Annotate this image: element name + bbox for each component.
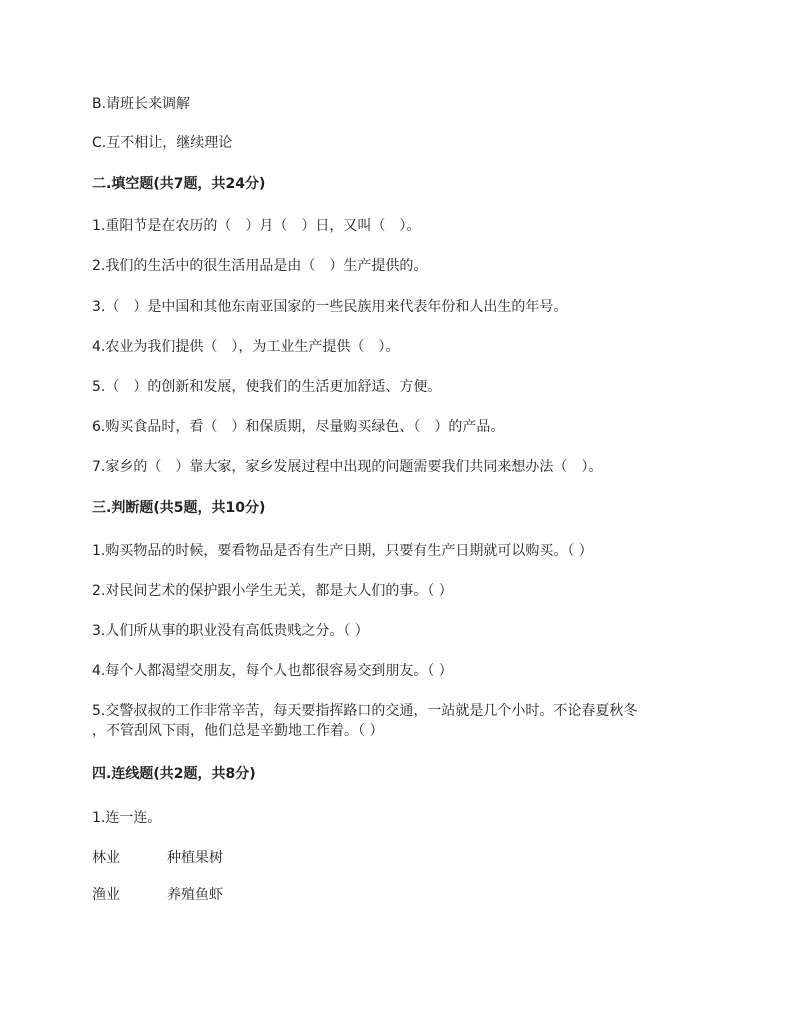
fill-blank-question-5: 5.（ ）的创新和发展，使我们的生活更加舒适、方便。 [92,379,442,395]
section-heading-true-false: 三.判断题(共5题，共10分) [92,500,266,516]
fill-blank-question-4: 4.农业为我们提供（ ），为工业生产提供（ ）。 [92,339,400,355]
fill-blank-question-7: 7.家乡的（ ）靠大家，家乡发展过程中出现的问题需要我们共同来想办法（ ）。 [92,459,603,475]
matching-left-item-2: 渔业 [92,887,120,903]
fill-blank-question-6: 6.购买食品时，看（ ）和保质期，尽量购买绿色、（ ）的产品。 [92,419,505,435]
true-false-question-4: 4.每个人都渴望交朋友，每个人也都很容易交到朋友。（ ） [92,663,453,679]
matching-right-item-2: 养殖鱼虾 [167,887,223,903]
section-heading-fill-blank: 二.填空题(共7题，共24分) [92,176,266,192]
true-false-question-5-line-2: ，不管刮风下雨，他们总是辛勤地工作着。（ ） [92,723,384,739]
section-heading-matching: 四.连线题(共2题，共8分) [92,766,256,782]
fill-blank-question-2: 2.我们的生活中的很生活用品是由（ ）生产提供的。 [92,258,428,274]
fill-blank-question-1: 1.重阳节是在农历的（ ）月（ ）日，又叫（ ）。 [92,218,421,234]
true-false-question-5-line-1: 5.交警叔叔的工作非常辛苦，每天要指挥路口的交通，一站就是几个小时。不论春夏秋冬 [92,703,638,719]
fill-blank-question-3: 3.（ ）是中国和其他东南亚国家的一些民族用来代表年份和人出生的年号。 [92,299,568,315]
option-b: B.请班长来调解 [92,96,191,112]
matching-question-1: 1.连一连。 [92,810,162,826]
true-false-question-2: 2.对民间艺术的保护跟小学生无关，都是大人们的事。（ ） [92,583,453,599]
true-false-question-3: 3.人们所从事的职业没有高低贵贱之分。（ ） [92,623,369,639]
matching-left-item-1: 林业 [92,850,120,866]
true-false-question-1: 1.购买物品的时候，要看物品是否有生产日期，只要有生产日期就可以购买。（ ） [92,543,593,559]
matching-right-item-1: 种植果树 [167,850,223,866]
option-c: C.互不相让，继续理论 [92,135,233,151]
